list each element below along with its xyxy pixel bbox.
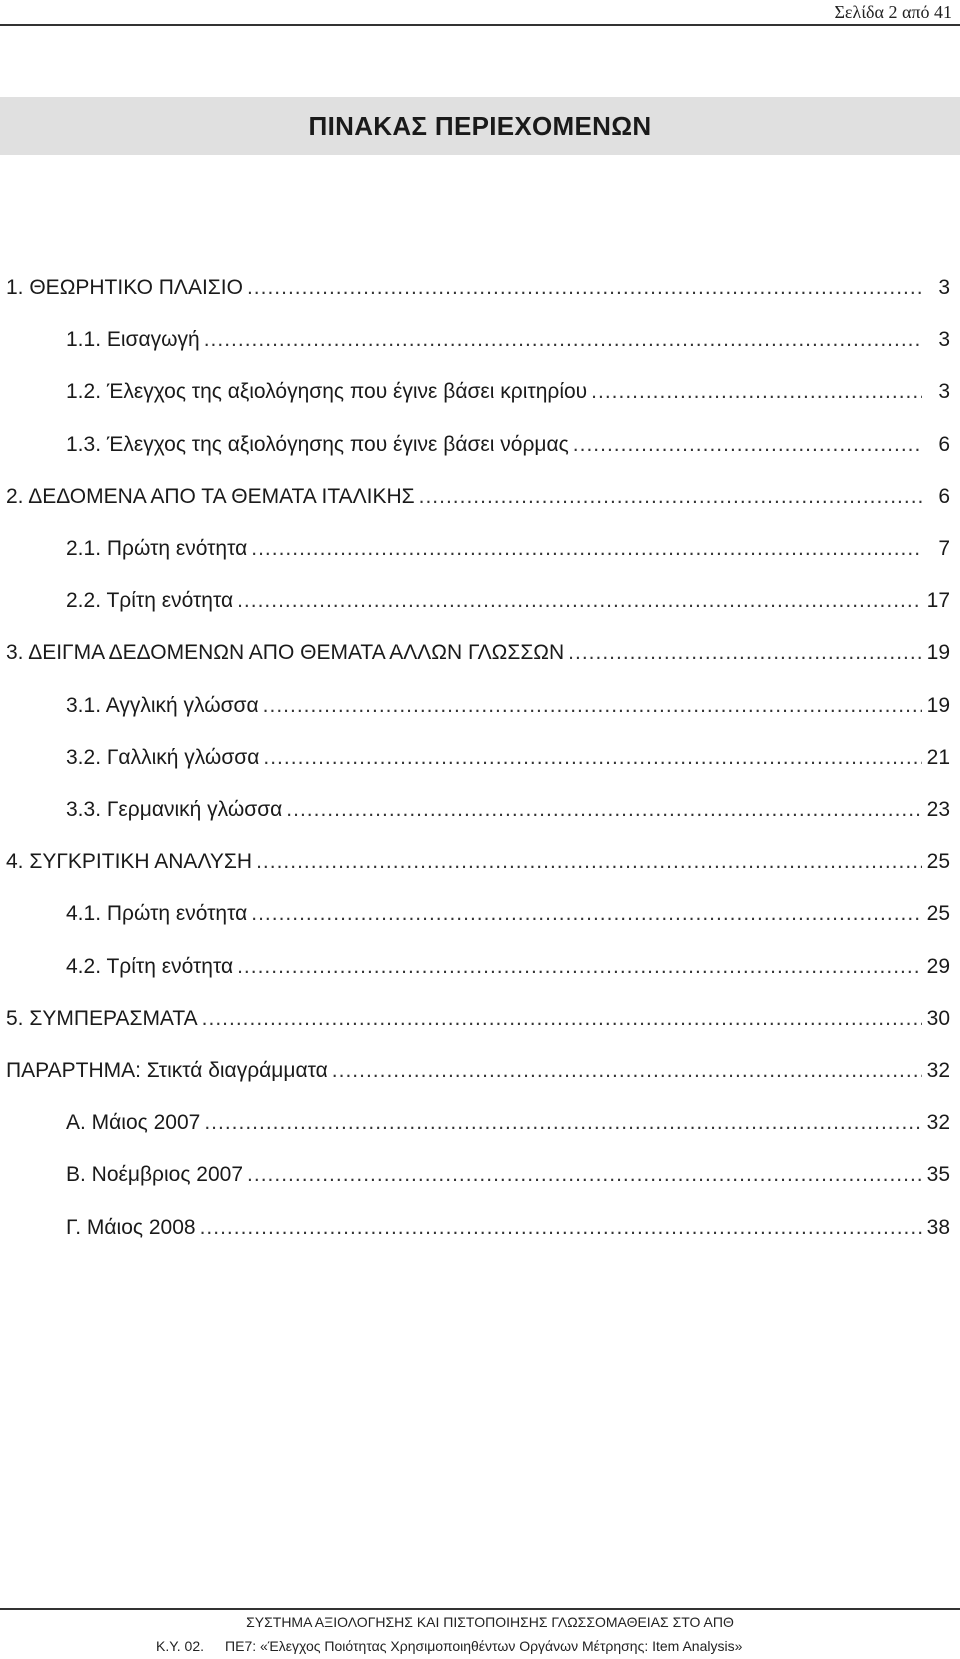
page-title: ΠΙΝΑΚΑΣ ΠΕΡΙΕΧΟΜΕΝΩΝ [308, 110, 652, 141]
toc-entry-label: Β. Νοέμβριος 2007 [66, 1163, 244, 1187]
title-band [0, 97, 960, 155]
footer-rule [0, 1608, 960, 1610]
toc-dot-leader [247, 1163, 922, 1187]
toc-entry-page: 7 [938, 537, 950, 560]
toc-entry[interactable] [0, 433, 950, 465]
toc-entry-page: 6 [938, 432, 950, 456]
toc-entry[interactable] [0, 694, 950, 726]
toc-dot-leader [256, 850, 922, 874]
toc-entry-page: 32 [926, 1059, 950, 1082]
footer-description: ΠΕ7: «Έλεγχος Ποιότητας Χρησιμοποιηθέντων Οργάνων Μέτρησης: Item Analysis» [225, 1638, 743, 1654]
toc-entry-page: 29 [926, 954, 950, 978]
toc-dot-leader [251, 902, 922, 926]
header-rule [0, 24, 960, 26]
toc-dot-leader [200, 1216, 922, 1240]
toc-dot-leader [204, 1111, 922, 1135]
page-number: Σελίδα 2 από 41 [834, 2, 952, 22]
toc-dot-leader [251, 537, 922, 561]
toc-entry[interactable] [0, 276, 950, 308]
toc-entry[interactable] [0, 328, 950, 360]
toc-entry-label: 1.1. Εισαγωγή [66, 328, 200, 352]
toc-entry-page: 38 [926, 1215, 950, 1239]
toc-entry[interactable] [0, 746, 950, 778]
toc-dot-leader [286, 798, 922, 822]
toc-entry-label: 3. ΔΕΙΓΜΑ ΔΕΔΟΜΕΝΩΝ ΑΠΟ ΘΕΜΑΤΑ ΑΛΛΩΝ ΓΛΩΣΣΩΝ [6, 641, 565, 665]
toc-entry[interactable] [0, 537, 950, 569]
toc-entry[interactable] [0, 955, 950, 987]
toc-entry-label: 2.2. Τρίτη ενότητα [66, 589, 234, 613]
toc-dot-leader [573, 433, 922, 457]
toc-entry-label: 5. ΣΥΜΠΕΡΑΣΜΑΤΑ [6, 1006, 198, 1030]
toc-dot-leader [237, 955, 922, 979]
toc-entry[interactable] [0, 1007, 950, 1039]
toc-entry[interactable] [0, 850, 950, 882]
toc-entry[interactable] [0, 589, 950, 621]
toc-entry-label: Γ. Μάιος 2008 [66, 1215, 196, 1239]
toc-entry[interactable] [0, 1163, 950, 1195]
toc-entry-label: 3.3. Γερμανική γλώσσα [66, 798, 283, 821]
toc-entry-page: 23 [926, 798, 950, 821]
toc-dot-leader [263, 746, 922, 770]
toc-entry-label: 3.1. Αγγλική γλώσσα [66, 693, 259, 717]
toc-entry-page: 25 [926, 850, 950, 874]
toc-entry-page: 30 [926, 1006, 950, 1030]
toc-entry-page: 32 [926, 1111, 950, 1135]
toc-entry-page: 19 [926, 693, 950, 717]
toc-entry-page: 25 [926, 902, 950, 926]
toc-entry-label: 1.2. Έλεγχος της αξιολόγησης που έγινε βάσει κριτηρίου [66, 380, 588, 404]
toc-entry-page: 21 [926, 745, 950, 769]
toc-entry[interactable] [0, 485, 950, 517]
toc-dot-leader [247, 276, 922, 300]
toc-entry-label: 1.3. Έλεγχος της αξιολόγησης που έγινε βάσει νόρμας [66, 432, 569, 456]
toc-entry-page: 17 [926, 589, 950, 613]
toc-entry[interactable] [0, 1216, 950, 1248]
toc-dot-leader [237, 589, 922, 613]
toc-entry-page: 3 [938, 276, 950, 299]
toc-entry-label: 4.1. Πρώτη ενότητα [66, 902, 248, 926]
toc-entry-label: 4.2. Τρίτη ενότητα [66, 954, 234, 978]
toc-dot-leader [591, 380, 922, 404]
toc-entry-label: Α. Μάιος 2007 [66, 1111, 201, 1135]
footer-title: ΣΥΣΤΗΜΑ ΑΞΙΟΛΟΓΗΣΗΣ ΚΑΙ ΠΙΣΤΟΠΟΙΗΣΗΣ ΓΛΩΣΣΟΜΑΘΕΙΑΣ ΣΤΟ ΑΠΘ [246, 1614, 734, 1630]
toc-entry-label: 2. ΔΕΔΟΜΕΝΑ ΑΠΟ ΤΑ ΘΕΜΑΤΑ ΙΤΑΛΙΚΗΣ [6, 484, 415, 508]
toc-entry-page: 3 [938, 328, 950, 352]
toc-entry-page: 35 [926, 1163, 950, 1187]
toc-entry[interactable] [0, 1059, 950, 1091]
toc-entry-label: 2.1. Πρώτη ενότητα [66, 537, 248, 560]
toc-dot-leader [202, 1007, 922, 1031]
toc-dot-leader [332, 1059, 922, 1083]
toc-entry[interactable] [0, 1111, 950, 1143]
footer-code: Κ.Υ. 02. [156, 1638, 205, 1654]
toc-dot-leader [263, 694, 922, 718]
toc-entry-label: 1. ΘΕΩΡΗΤΙΚΟ ΠΛΑΙΣΙΟ [6, 276, 243, 299]
toc-entry[interactable] [0, 798, 950, 830]
toc-dot-leader [568, 641, 922, 665]
toc-entry[interactable] [0, 902, 950, 934]
toc-entry-label: 3.2. Γαλλική γλώσσα [66, 745, 260, 769]
toc-entry-page: 6 [938, 484, 950, 508]
toc-entry-label: 4. ΣΥΓΚΡΙΤΙΚΗ ΑΝΑΛΥΣΗ [6, 850, 253, 874]
toc-dot-leader [419, 485, 922, 509]
toc-entry[interactable] [0, 380, 950, 412]
toc-entry-label: ΠΑΡΑΡΤΗΜΑ: Στικτά διαγράμματα [6, 1059, 328, 1082]
toc-entry-page: 19 [926, 641, 950, 665]
toc-dot-leader [204, 328, 922, 352]
toc-entry-page: 3 [938, 380, 950, 404]
toc-entry[interactable] [0, 641, 950, 673]
